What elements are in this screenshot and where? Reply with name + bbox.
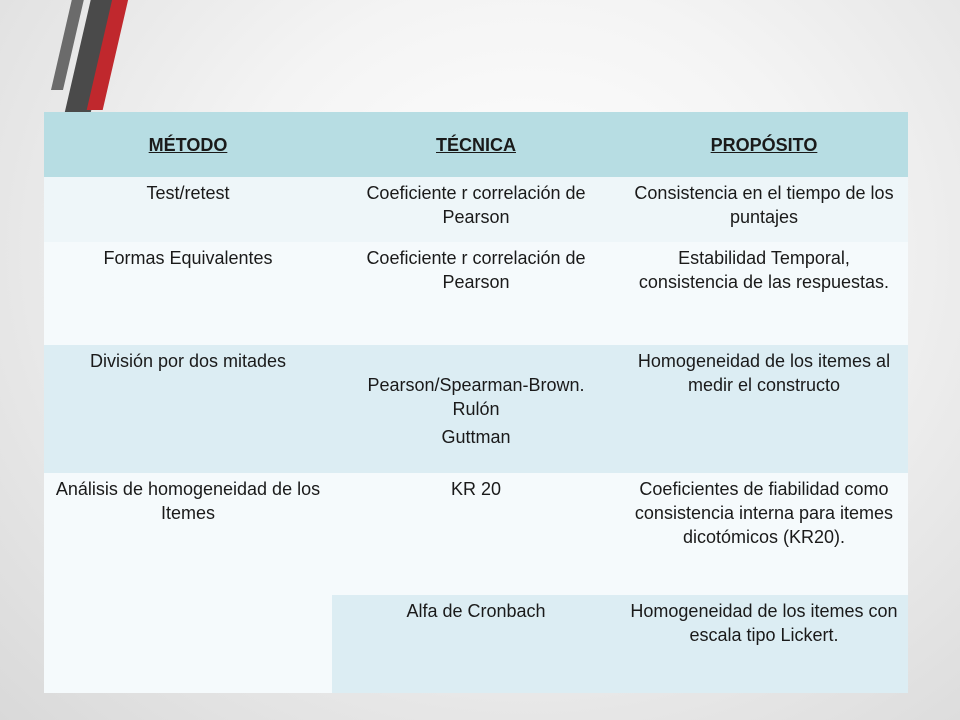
header-tecnica [332,112,620,177]
row3-metodo: División por dos mitades [44,345,332,473]
row3-tecnica-line2: Rulón [452,399,500,419]
reliability-methods-table [44,112,908,693]
header-metodo [44,112,332,177]
row1-proposito: Consistencia en el tiempo de los puntajes [620,177,908,242]
row4-tecnica: KR 20 [332,473,620,595]
row5-tecnica: Alfa de Cronbach [332,595,620,693]
row2-tecnica: Coeficiente r correlación de Pearson [332,242,620,345]
row3-proposito: Homogeneidad de los itemes al medir el constructo [620,345,908,473]
row3-tecnica-line1: Pearson/Spearman-Brown. [367,375,585,395]
row4-proposito: Coeficientes de fiabilidad como consistencia interna para itemes dicotómicos (KR20). [620,473,908,595]
row5-metodo [44,595,332,693]
row2-proposito: Estabilidad Temporal, consistencia de las respuestas. [620,242,908,345]
row2-metodo: Formas Equivalentes [44,242,332,345]
row3-tecnica [332,345,620,473]
row1-metodo: Test/retest [44,177,332,242]
row5-proposito: Homogeneidad de los itemes con escala tipo Lickert. [620,595,908,693]
header-metodo-label: MÉTODO [148,134,228,155]
row1-tecnica: Coeficiente r correlación de Pearson [332,177,620,242]
header-proposito [620,112,908,177]
header-tecnica-label: TÉCNICA [436,134,516,155]
header-proposito-label: PROPÓSITO [710,134,818,155]
row3-tecnica-line3: Guttman [441,427,511,447]
row4-metodo: Análisis de homogeneidad de los Itemes [44,473,332,595]
